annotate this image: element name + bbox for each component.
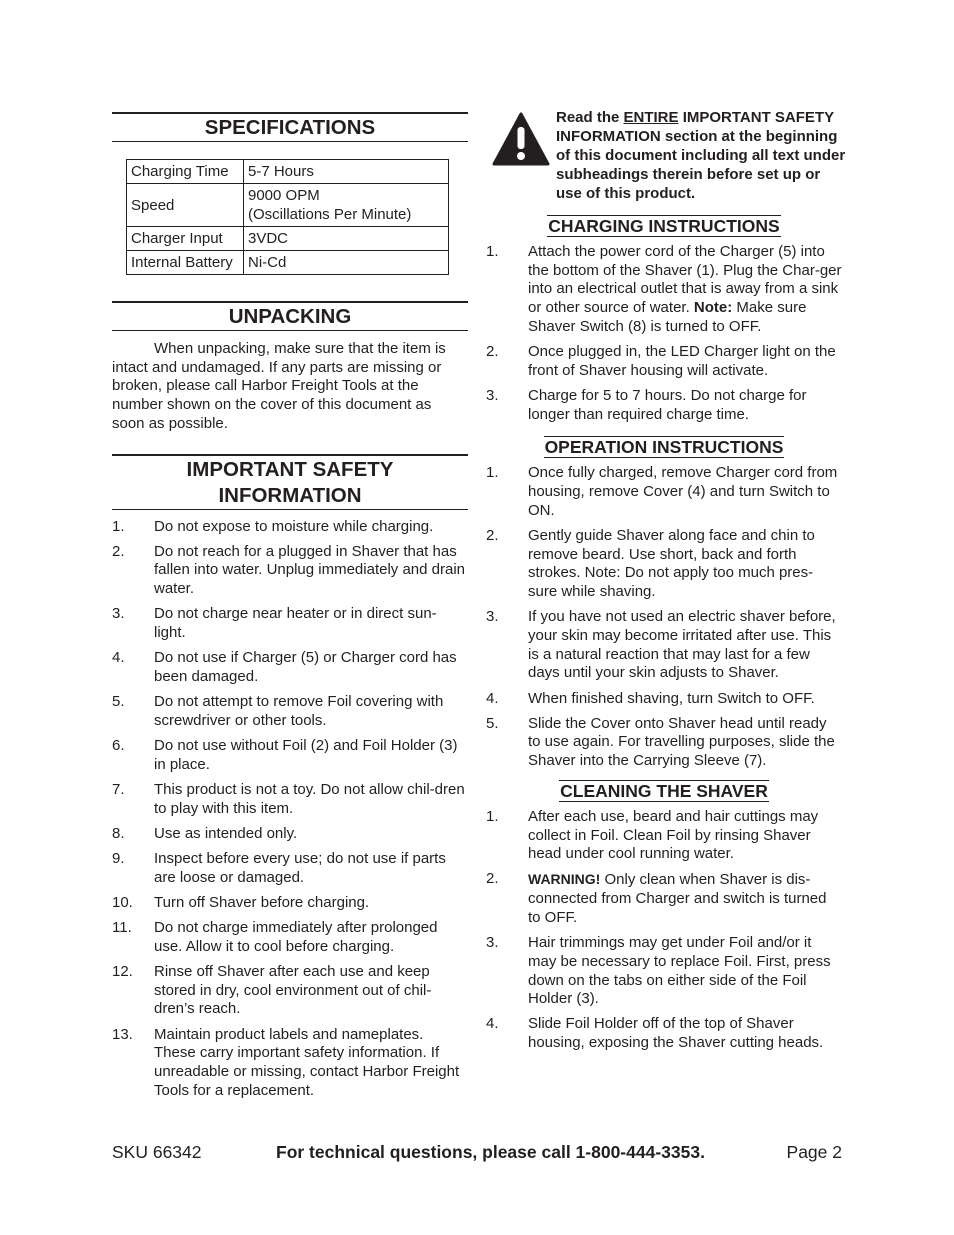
safety-heading (112, 454, 468, 510)
list-item (112, 605, 468, 642)
item-text (528, 243, 842, 335)
item-text-part: Only clean when Shaver is dis-connected from Charger and switch is turned to OFF. (528, 871, 827, 926)
spec-label: Charger Input (127, 227, 244, 251)
item-text: Gently guide Shaver along face and chin to remove beard. Use short, back and forth strokes. Note: Do not apply too much pres-sure while shaving. (528, 526, 815, 601)
operation-list (486, 464, 842, 771)
item-number: 3. (112, 605, 125, 623)
item-number: 1. (486, 807, 499, 825)
technical-support-text: For technical questions, please call 1-800-444-3353. (276, 1142, 705, 1162)
cleaning-list (486, 808, 842, 1053)
item-text: If you have not used an electric shaver before, your skin may become irritated after use. This is a natural reaction that may last for a few days until your skin adjusts to Shaver. (528, 608, 836, 682)
table-row (127, 251, 449, 275)
item-number: 9. (112, 850, 125, 868)
charging-list (486, 243, 842, 424)
item-text-part: Make sure Shaver Switch (8) is turned to OFF. (528, 299, 807, 335)
list-item (112, 1026, 468, 1101)
item-number: 2. (486, 526, 499, 544)
item-number: 10. (112, 893, 133, 911)
list-item (486, 343, 842, 380)
item-number: 5. (112, 693, 125, 711)
item-number: 13. (112, 1025, 133, 1043)
item-text: Do not expose to moisture while charging. (154, 517, 434, 535)
item-number: 2. (486, 343, 499, 361)
item-number: 3. (486, 608, 499, 626)
list-item (486, 870, 842, 927)
item-number: 4. (486, 689, 499, 707)
unpacking-text: When unpacking, make sure that the item is intact and undamaged. If any parts are missing or broken, please call Harbor Freight Tools at the number shown on the cover of this document as soon as possible. (112, 340, 446, 432)
item-text: Do not charge near heater or in direct sun-light. (154, 605, 437, 642)
unpacking-heading (112, 301, 468, 331)
item-text: Slide Foil Holder off of the top of Shaver housing, exposing the Shaver cutting heads. (528, 1015, 824, 1052)
item-text: Do not use if Charger (5) or Charger cord has been damaged. (154, 649, 457, 685)
warning-note-post: IMPORTANT SAFETY INFORMATION section at the beginning of this document including all text under subheadings therein before set up or use of this product. (556, 109, 846, 202)
read-entire-warning (486, 108, 846, 204)
list-item (112, 781, 468, 818)
sku-number: SKU 66342 (112, 1142, 202, 1162)
item-text: Do not attempt to remove Foil covering with screwdriver or other tools. (154, 693, 444, 729)
item-text: Once plugged in, the LED Charger light on the front of Shaver housing will activate. (528, 343, 836, 379)
list-item (112, 919, 468, 956)
list-item (112, 649, 468, 686)
page-number: Page 2 (786, 1142, 842, 1162)
spec-value-line: 9000 OPM (248, 187, 320, 204)
left-column (112, 112, 468, 1107)
cleaning-title: CLEANING THE SHAVER (560, 780, 768, 801)
spec-label: Internal Battery (127, 251, 244, 275)
list-item (112, 737, 468, 774)
operation-heading (486, 436, 842, 458)
list-item (486, 243, 842, 337)
unpacking-title: UNPACKING (228, 305, 352, 328)
item-number: 8. (112, 824, 125, 842)
spec-value: Ni-Cd (244, 251, 449, 275)
list-item (486, 690, 842, 709)
item-text: Inspect before every use; do not use if parts are loose or damaged. (154, 850, 446, 886)
item-number: 12. (112, 963, 133, 981)
item-number: 11. (112, 919, 132, 937)
list-item (486, 715, 842, 771)
right-column (486, 108, 846, 1059)
item-number: 4. (486, 1015, 499, 1033)
list-item (112, 543, 468, 599)
warning-label: WARNING! (528, 871, 601, 888)
safety-title-line: IMPORTANT SAFETY (186, 457, 394, 481)
item-number: 4. (112, 649, 125, 667)
list-item (486, 1015, 842, 1052)
item-text: Charge for 5 to 7 hours. Do not charge for longer than required charge time. (528, 386, 807, 423)
list-item (112, 850, 468, 887)
item-text: Maintain product labels and nameplates. These carry important safety information. If unreadable or missing, contact Harbor Freight Tools for a replacement. (154, 1025, 460, 1099)
item-text: When finished shaving, turn Switch to OFF. (528, 689, 815, 707)
item-text: Do not use without Foil (2) and Foil Holder (3) in place. (154, 737, 458, 773)
item-number: 6. (112, 737, 125, 755)
warning-triangle-icon (492, 112, 550, 166)
note-label: Note: (693, 299, 733, 317)
item-text: This product is not a toy. Do not allow chil-dren to play with this item. (154, 780, 465, 817)
list-item (486, 608, 842, 683)
item-text: Slide the Cover onto Shaver head until ready to use again. For travelling purposes, slide the Shaver into the Carrying Sleeve (7). (528, 714, 835, 770)
safety-list (112, 518, 468, 1101)
list-item (112, 518, 468, 537)
item-number: 1. (486, 464, 499, 482)
list-item (112, 825, 468, 844)
item-number: 2. (112, 542, 125, 560)
item-number: 1. (112, 517, 125, 535)
operation-title: OPERATION INSTRUCTIONS (544, 437, 784, 458)
spec-value: 3VDC (244, 227, 449, 251)
table-row (127, 184, 449, 227)
list-item (112, 693, 468, 730)
item-number: 7. (112, 780, 125, 798)
warning-note-text (556, 108, 846, 203)
specifications-heading (112, 112, 468, 142)
item-text-part: Attach the power cord of the Charger (5) into the bottom of the Shaver (1). Plug the Char-ger into an electrical outlet that is away from a sink or other source of water. (528, 243, 842, 317)
item-text: Do not reach for a plugged in Shaver that has fallen into water. Unplug immediately and drain water. (154, 542, 466, 598)
spec-value-line: (Oscillations Per Minute) (248, 206, 412, 223)
spec-label: Speed (127, 184, 244, 227)
item-text: Do not charge immediately after prolonged use. Allow it to cool before charging. (154, 919, 438, 955)
charging-title: CHARGING INSTRUCTIONS (548, 216, 780, 236)
table-row (127, 160, 449, 184)
item-number: 2. (486, 870, 499, 888)
item-text: Turn off Shaver before charging. (154, 893, 370, 911)
table-row (127, 227, 449, 251)
item-text (528, 871, 826, 925)
charging-heading (486, 215, 842, 237)
list-item (486, 464, 842, 520)
warning-note-pre: Read the (556, 109, 624, 126)
specifications-title: SPECIFICATIONS (204, 116, 376, 139)
item-text: Hair trimmings may get under Foil and/or it may be necessary to replace Foil. First, press down on the tabs on either side of the Foil Holder (3). (528, 934, 831, 1008)
item-text: Once fully charged, remove Charger cord from housing, remove Cover (4) and turn Switch to ON. (528, 464, 838, 519)
item-text: After each use, beard and hair cuttings may collect in Foil. Clean Foil by rinsing Shaver head under cool running water. (528, 807, 819, 863)
safety-title-line: INFORMATION (218, 483, 362, 507)
spec-value: 5-7 Hours (244, 160, 449, 184)
item-text: Use as intended only. (154, 824, 298, 842)
list-item (486, 387, 842, 424)
item-number: 5. (486, 714, 499, 732)
list-item (486, 934, 842, 1009)
list-item (486, 808, 842, 864)
list-item (112, 894, 468, 913)
item-number: 3. (486, 386, 499, 404)
warning-note-underlined: ENTIRE (623, 109, 679, 126)
list-item (486, 527, 842, 602)
cleaning-heading (486, 780, 842, 802)
specifications-table (126, 159, 449, 275)
item-number: 1. (486, 243, 499, 260)
item-text: Rinse off Shaver after each use and keep stored in dry, cool environment out of chil-dren’s reach. (154, 963, 432, 1018)
item-number: 3. (486, 934, 499, 952)
spec-value (244, 184, 449, 227)
spec-label: Charging Time (127, 160, 244, 184)
list-item (112, 963, 468, 1019)
